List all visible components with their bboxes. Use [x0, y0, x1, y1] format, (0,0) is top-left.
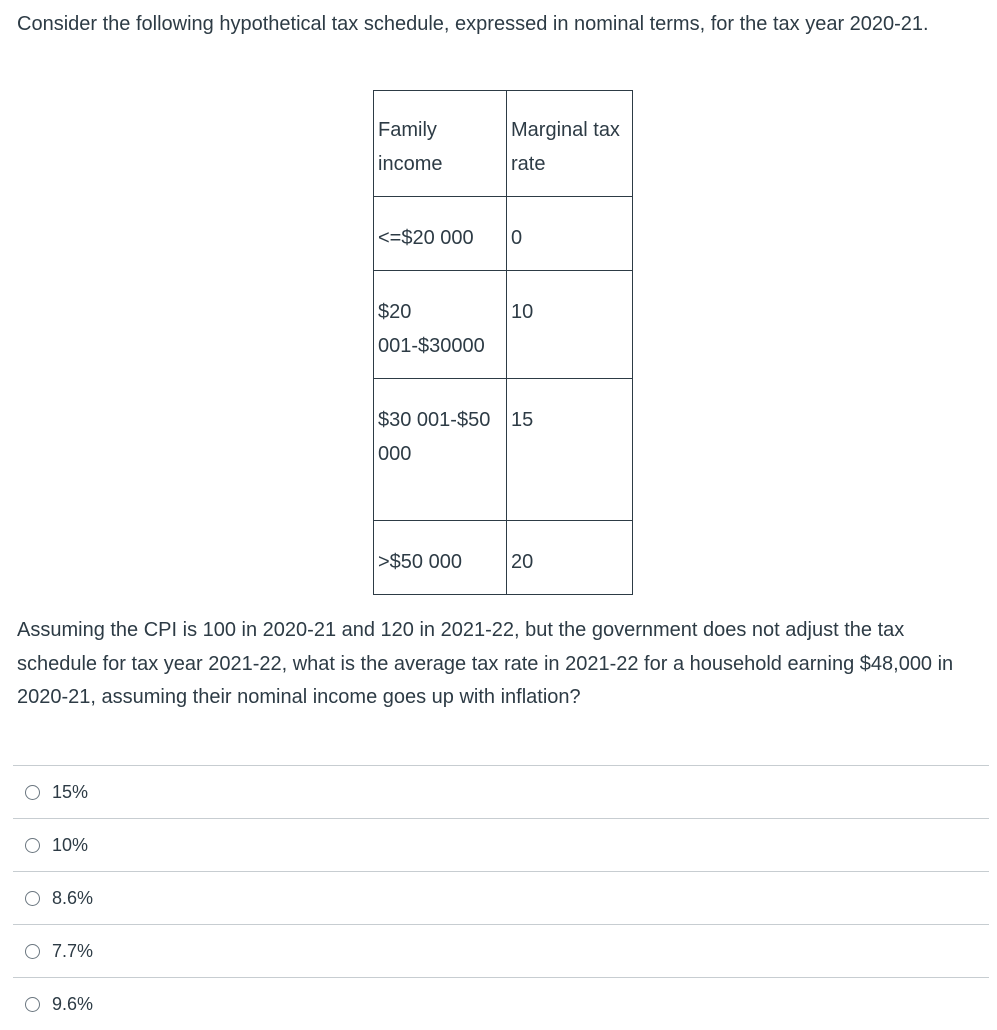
answer-option[interactable] [13, 977, 989, 1030]
table-row [374, 379, 633, 521]
tax-rate-cell: 0 [507, 197, 633, 271]
radio-button[interactable] [25, 944, 40, 959]
tax-rate-cell: 15 [507, 379, 633, 521]
answer-label: 15% [52, 781, 89, 802]
answer-option[interactable] [13, 818, 989, 871]
radio-button[interactable] [25, 785, 40, 800]
table-row [374, 197, 633, 271]
tax-rate-cell: 10 [507, 271, 633, 379]
table-header-row [374, 91, 633, 197]
table-row [374, 521, 633, 595]
radio-button[interactable] [25, 997, 40, 1012]
income-bracket-cell: >$50 000 [374, 521, 507, 595]
answer-option[interactable] [13, 871, 989, 924]
answer-label: 7.7% [52, 940, 94, 961]
answer-option[interactable] [13, 924, 989, 977]
table-row [374, 271, 633, 379]
radio-button[interactable] [25, 891, 40, 906]
question-text: Assuming the CPI is 100 in 2020-21 and 120 in 2021-22, but the government does not adjust the tax schedule for tax year 2021-22, what is the average tax rate in 2021-22 for a household earning $48,000 in 2020-21, assuming their nominal income goes up with inflation? [17, 619, 954, 708]
income-bracket-cell: $30 001-$50 000 [374, 379, 507, 521]
header-marginal-tax-rate: Marginal tax rate [507, 91, 633, 197]
tax-schedule-table [373, 90, 633, 595]
answer-label: 10% [52, 834, 89, 855]
radio-button[interactable] [25, 838, 40, 853]
income-bracket-cell: $20 001-$30000 [374, 271, 507, 379]
tax-rate-cell: 20 [507, 521, 633, 595]
answer-option[interactable] [13, 765, 989, 818]
income-bracket-cell: <=$20 000 [374, 197, 507, 271]
answer-label: 9.6% [52, 993, 94, 1014]
answer-list [13, 765, 989, 1030]
answer-label: 8.6% [52, 887, 94, 908]
question-intro: Consider the following hypothetical tax schedule, expressed in nominal terms, for the tax year 2020-21. [17, 13, 929, 35]
header-family-income: Family income [374, 91, 507, 197]
